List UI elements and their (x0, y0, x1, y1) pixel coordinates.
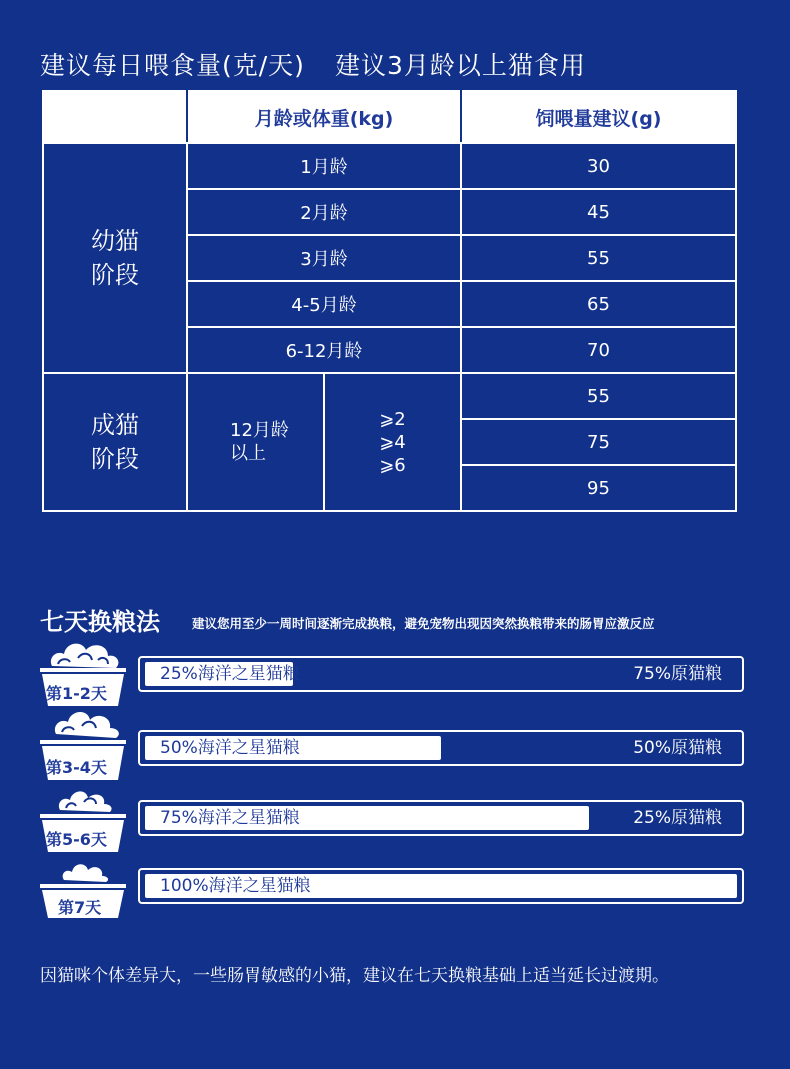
table-row (43, 143, 736, 189)
adult-age-label-2: 以上 (230, 443, 266, 464)
amount-cell: 45 (461, 189, 736, 235)
heading-daily-amount: 建议每日喂食量(克/天) (40, 51, 305, 80)
kitten-stage-cell (43, 143, 187, 373)
amount-cell: 95 (461, 465, 736, 511)
table-header-row (43, 91, 736, 143)
adult-age-label: 12月龄 (230, 420, 289, 441)
transition-subtitle: 建议您用至少一周时间逐渐完成换粮，避免宠物出现因突然换粮带来的肠胃应激反应 (192, 616, 655, 631)
day-label: 第3-4天 (46, 758, 107, 777)
weight-value: ⩾2 (379, 408, 406, 430)
weight-value: ⩾6 (379, 454, 406, 476)
day-label: 第7天 (58, 898, 102, 917)
adult-weight-cell (324, 373, 461, 511)
footer-note: 因猫咪个体差异大，一些肠胃敏感的小猫，建议在七天换粮基础上适当延长过渡期。 (40, 966, 669, 986)
old-food-label: 50%原猫粮 (633, 738, 722, 758)
kitten-stage-label-2: 阶段 (91, 261, 139, 289)
table-header-stage (43, 91, 187, 143)
new-food-label: 25%海洋之星猫粮 (160, 664, 300, 684)
table-row (43, 373, 736, 419)
ratio-bar (138, 868, 744, 904)
day-label-wrap (38, 704, 128, 784)
old-food-label: 25%原猫粮 (633, 808, 722, 828)
day-label: 第1-2天 (46, 684, 107, 703)
ratio-bar (138, 730, 744, 766)
adult-stage-label-2: 阶段 (91, 445, 139, 473)
new-food-label: 50%海洋之星猫粮 (160, 738, 300, 758)
day-label-wrap (38, 630, 128, 710)
age-cell: 2月龄 (187, 189, 461, 235)
new-food-label: 75%海洋之星猫粮 (160, 808, 300, 828)
amount-cell: 55 (461, 235, 736, 281)
feeding-table (42, 90, 737, 512)
amount-cell: 65 (461, 281, 736, 327)
age-cell: 3月龄 (187, 235, 461, 281)
ratio-bar (138, 800, 744, 836)
day-label: 第5-6天 (46, 830, 107, 849)
heading-age-note: 建议3月龄以上猫食用 (334, 51, 586, 80)
transition-title: 七天换粮法 (40, 608, 160, 636)
age-cell: 4-5月龄 (187, 281, 461, 327)
kitten-stage-label: 幼猫 (91, 227, 139, 255)
table-header-amount: 饲喂量建议(g) (461, 91, 736, 143)
table-header-age: 月龄或体重(kg) (187, 91, 461, 143)
age-cell: 1月龄 (187, 143, 461, 189)
ratio-bar (138, 656, 744, 692)
transition-day-row (0, 630, 790, 710)
transition-day-row (0, 844, 790, 924)
transition-day-row (0, 704, 790, 784)
weight-value: ⩾4 (379, 431, 406, 453)
amount-cell: 70 (461, 327, 736, 373)
old-food-label: 75%原猫粮 (633, 664, 722, 684)
amount-cell: 55 (461, 373, 736, 419)
new-food-label: 100%海洋之星猫粮 (160, 876, 311, 896)
adult-age-cell (187, 373, 324, 511)
adult-stage-label: 成猫 (91, 411, 139, 439)
adult-stage-cell (43, 373, 187, 511)
amount-cell: 75 (461, 419, 736, 465)
amount-cell: 30 (461, 143, 736, 189)
page-heading (40, 46, 586, 82)
day-label-wrap (38, 844, 128, 924)
age-cell: 6-12月龄 (187, 327, 461, 373)
